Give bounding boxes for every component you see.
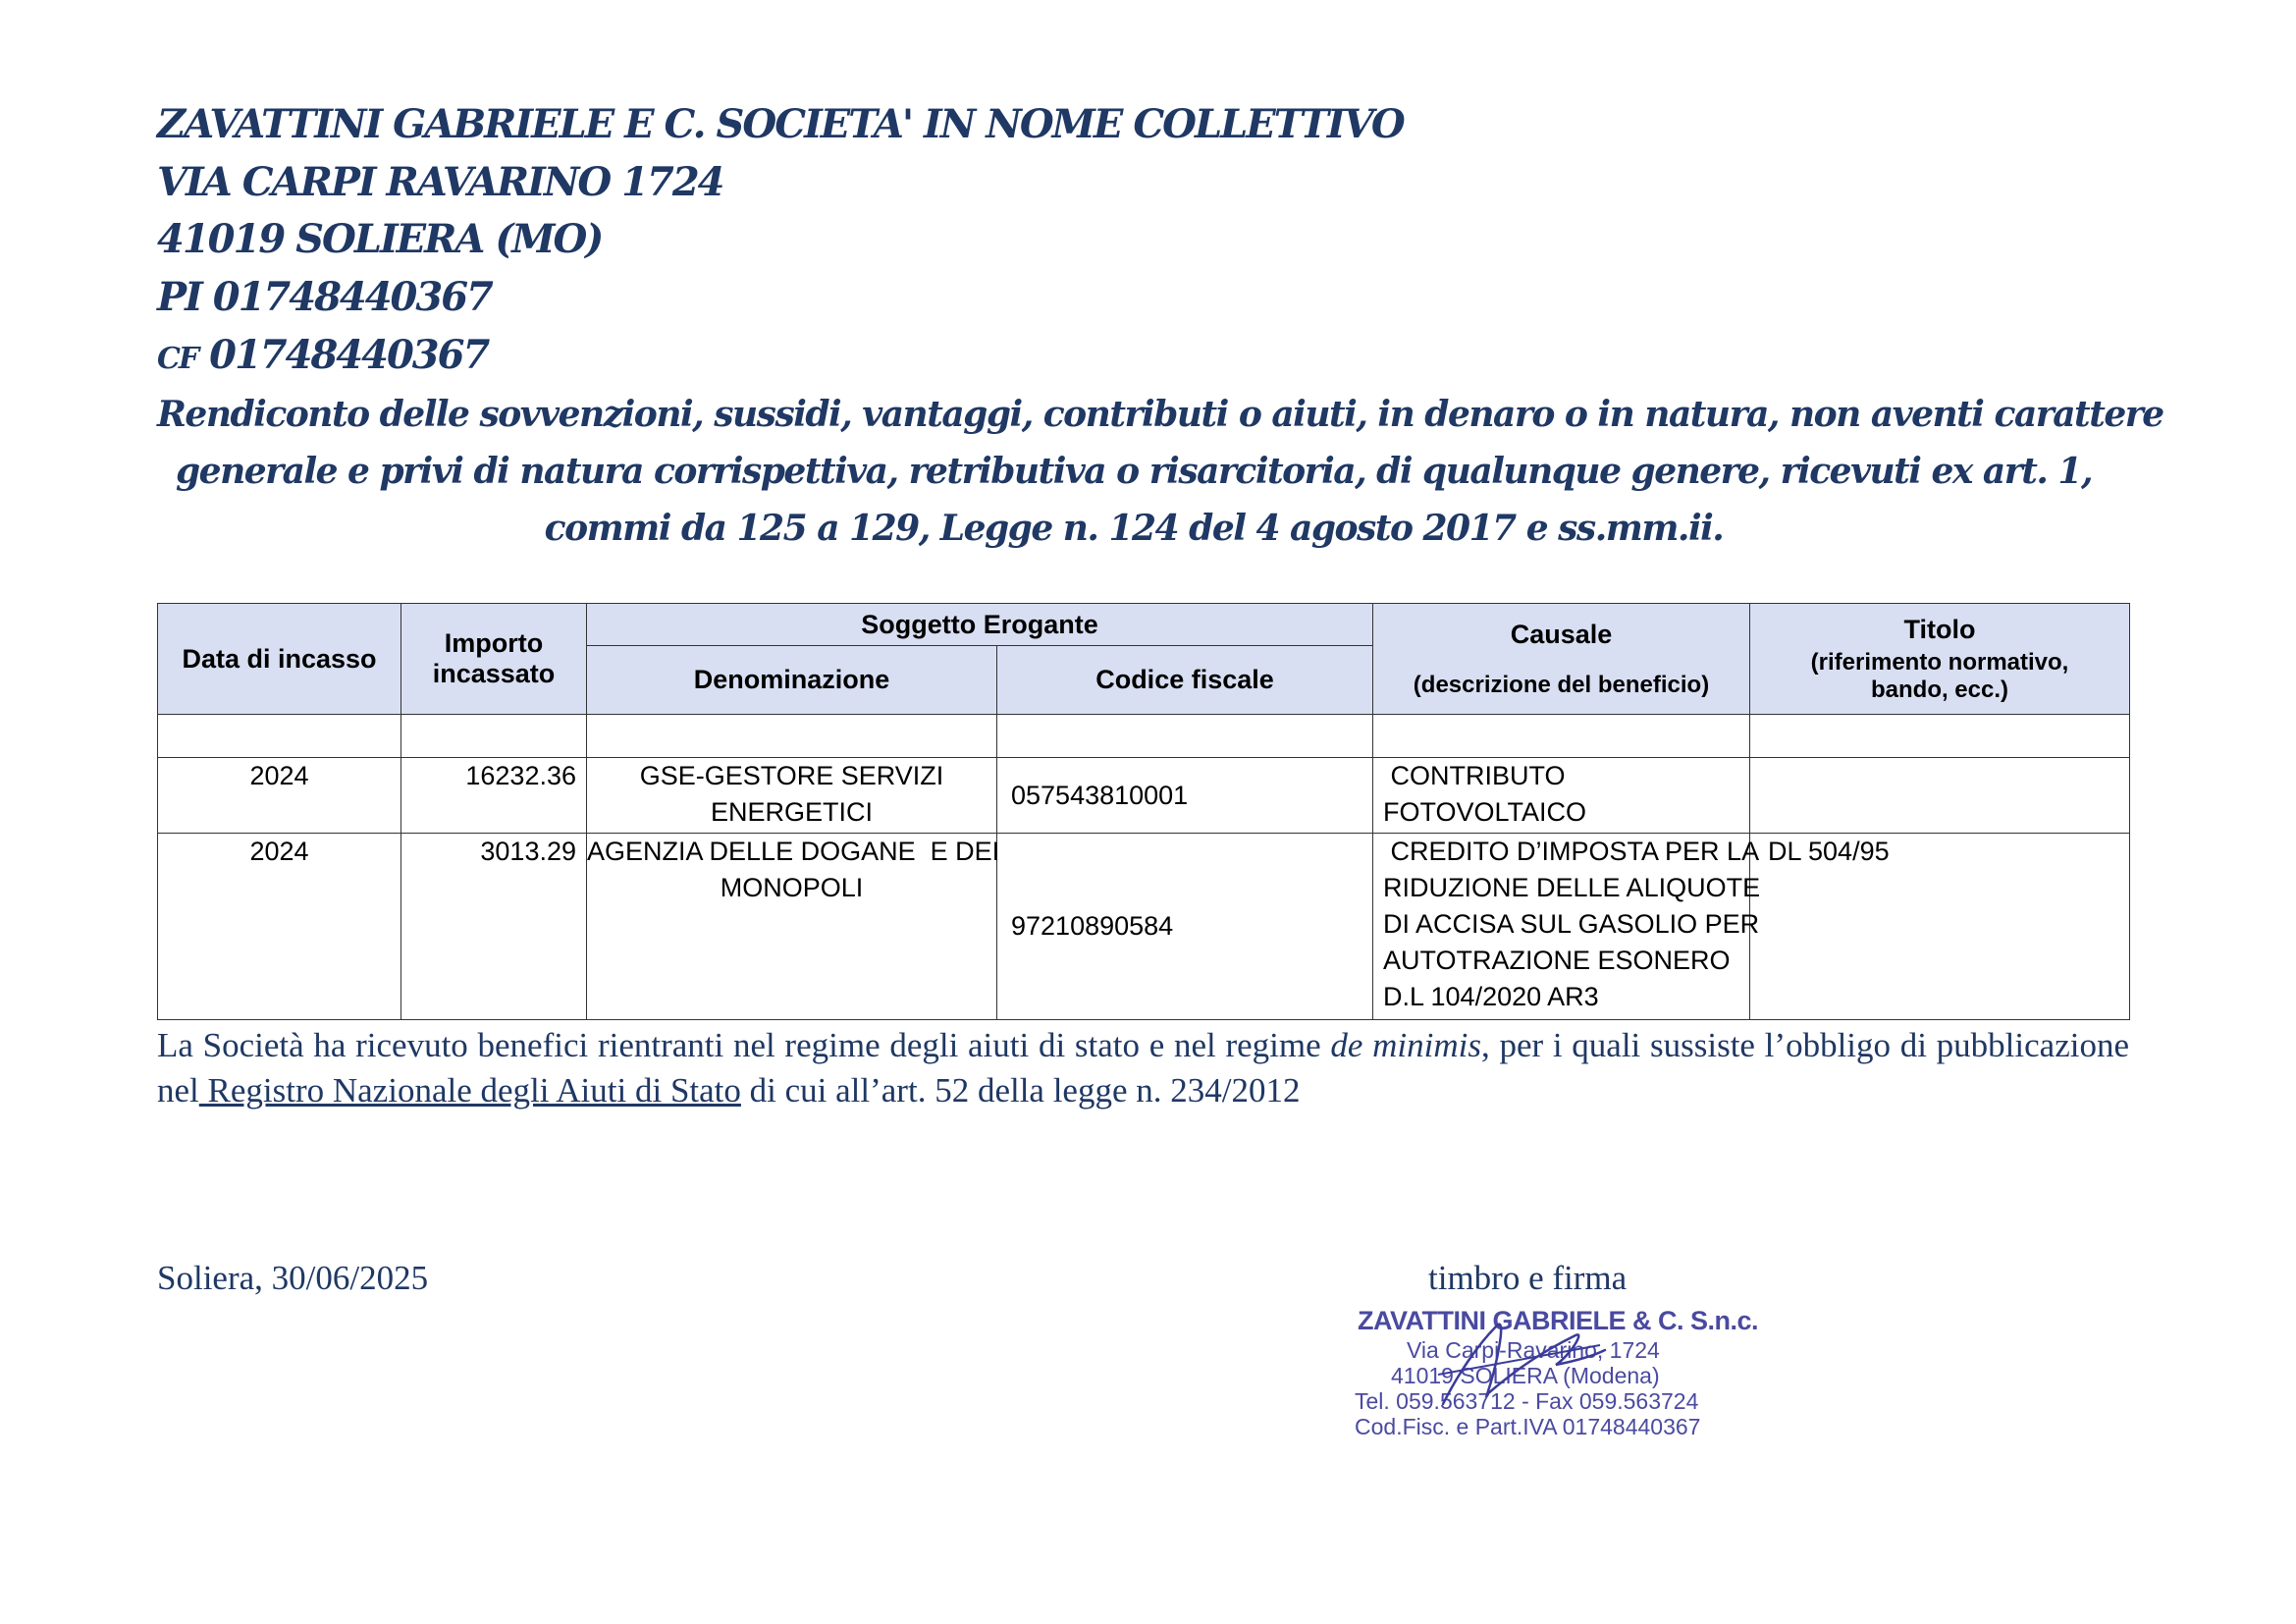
header-soggetto-erogante: Soggetto Erogante [587, 604, 1373, 646]
cell-line: D.L 104/2020 AR3 [1383, 982, 1599, 1011]
note-text: , per i quali sussiste l’obbligo di pubblicazione nel [157, 1026, 2129, 1110]
header-importo-line: incassato [432, 659, 556, 688]
header-importo [401, 604, 587, 715]
header-titolo-title: Titolo [1903, 614, 1976, 644]
place-date: Soliera, 30/06/2025 [157, 1259, 429, 1297]
cell-titolo [1750, 758, 2130, 834]
empty-cell [158, 715, 401, 758]
cell-line: AUTOTRAZIONE ESONERO [1383, 946, 1731, 975]
note-italic: de minimis [1330, 1026, 1481, 1064]
cell-line: CONTRIBUTO [1383, 761, 1566, 790]
header-codice-fiscale: Codice fiscale [997, 646, 1373, 715]
header-causale-title: Causale [1510, 619, 1613, 649]
cell-causale [1373, 758, 1750, 834]
empty-cell [1750, 715, 2130, 758]
cell-data: 2024 [158, 758, 401, 834]
stamp-line: Cod.Fisc. e Part.IVA 01748440367 [1355, 1414, 1701, 1439]
empty-cell [587, 715, 997, 758]
company-address: VIA CARPI RAVARINO 1724 [157, 159, 723, 205]
empty-cell [997, 715, 1373, 758]
state-aid-note [157, 1023, 2129, 1113]
company-pi [157, 274, 492, 320]
table-row [158, 758, 2130, 834]
cell-importo: 3013.29 [401, 834, 587, 1020]
cell-line: FOTOVOLTAICO [1383, 797, 1587, 827]
cell-line: AGENZIA DELLE DOGANE E DEI [587, 837, 1000, 866]
note-text: La Società ha ricevuto benefici rientranti nel regime degli aiuti di stato e nel regime [157, 1026, 1331, 1064]
header-titolo [1750, 604, 2130, 715]
signature-scribble [1350, 1306, 1723, 1443]
report-title-line: commi da 125 a 129, Legge n. 124 del 4 agosto 2017 e ss.mm.ii. [544, 508, 1724, 549]
stamp-line: Tel. 059.563712 - Fax 059.563724 [1355, 1388, 1699, 1414]
cell-titolo: DL 504/95 [1750, 834, 2130, 1020]
header-titolo-sub: bando, ecc.) [1870, 676, 2009, 703]
benefits-table [157, 603, 2130, 1020]
company-name: ZAVATTINI GABRIELE E C. SOCIETA' IN NOME COLLETTIVO [157, 101, 1404, 147]
stamp-line: Via Carpi-Ravarino, 1724 [1407, 1337, 1660, 1363]
company-city: 41019 SOLIERA (MO) [157, 216, 603, 262]
cell-line: MONOPOLI [720, 873, 864, 902]
report-title-line: Rendiconto delle sovvenzioni, sussidi, vantaggi, contributi o aiuti, in denaro o in natura, non aventi carattere [157, 394, 2163, 435]
cell-codice-fiscale: 057543810001 [997, 758, 1373, 834]
pi-label: PI [157, 274, 201, 320]
report-title [157, 386, 2163, 557]
stamp-line: 41019 SOLIERA (Modena) [1391, 1363, 1660, 1388]
note-text: di cui all’art. 52 della legge n. 234/2012 [740, 1071, 1301, 1110]
pi-value: 01748440367 [212, 274, 492, 320]
header-importo-line: Importo [444, 628, 544, 658]
table-row-empty [158, 715, 2130, 758]
cell-line: ENERGETICI [710, 797, 874, 827]
cell-denominazione [587, 758, 997, 834]
table-row [158, 834, 2130, 1020]
header-data-incasso: Data di incasso [158, 604, 401, 715]
cf-label: CF [157, 342, 198, 376]
stamp-line: ZAVATTINI GABRIELE & C. S.n.c. [1358, 1306, 1759, 1335]
header-causale-sub: (descrizione del beneficio) [1413, 671, 1710, 698]
company-stamp [1350, 1306, 1759, 1443]
report-title-line: generale e privi di natura corrispettiva, retributiva o risarcitoria, di qualunque genere, ricevuti ex art. 1, [176, 451, 2092, 492]
registro-link[interactable]: Registro Nazionale degli Aiuti di Stato [198, 1071, 741, 1110]
empty-cell [1373, 715, 1750, 758]
cell-causale [1373, 834, 1761, 1020]
signature-label: timbro e firma [1428, 1259, 1628, 1297]
cell-denominazione [587, 834, 1000, 1020]
cell-line: DI ACCISA SUL GASOLIO PER [1383, 909, 1760, 939]
empty-cell [401, 715, 587, 758]
cell-importo: 16232.36 [401, 758, 587, 834]
cell-codice-fiscale: 97210890584 [997, 834, 1373, 1020]
cell-data: 2024 [158, 834, 401, 1020]
cf-value: 01748440367 [209, 332, 489, 378]
header-titolo-sub: (riferimento normativo, [1810, 648, 2069, 676]
company-cf [157, 332, 488, 378]
cell-line: CREDITO D’IMPOSTA PER LA [1383, 837, 1760, 866]
header-causale [1373, 604, 1750, 715]
cell-line: GSE-GESTORE SERVIZI [639, 761, 944, 790]
cell-line: RIDUZIONE DELLE ALIQUOTE [1383, 873, 1761, 902]
header-denominazione: Denominazione [587, 646, 997, 715]
